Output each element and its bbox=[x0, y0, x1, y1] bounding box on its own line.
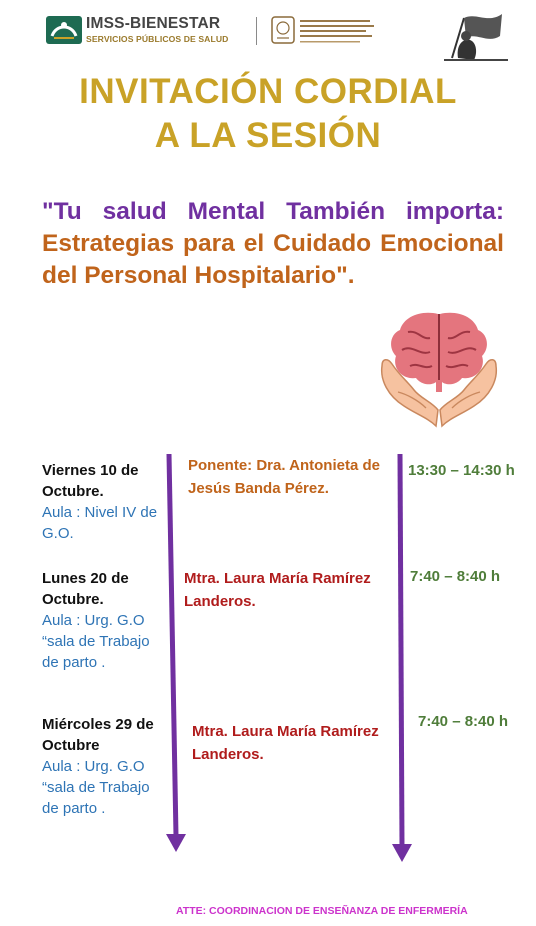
session-1-when-where bbox=[42, 460, 166, 544]
session-1-speaker: Ponente: Dra. Antonieta de Jesús Banda Pérez. bbox=[188, 457, 380, 497]
logo-divider bbox=[256, 17, 257, 45]
footer-signature: ATTE: COORDINACION DE ENSEÑANZA DE ENFERMERÍA bbox=[176, 905, 468, 917]
session-3-when-where bbox=[42, 714, 166, 819]
session-2-speaker: Mtra. Laura María Ramírez Landeros. bbox=[184, 570, 371, 610]
quote-part-2: Estrategias para el Cuidado Emocional del Personal Hospitalario". bbox=[42, 230, 504, 289]
logo-subtitle: SERVICIOS PÚBLICOS DE SALUD bbox=[86, 34, 229, 44]
session-3-time: 7:40 – 8:40 h bbox=[418, 713, 509, 730]
session-3-date: Miércoles 29 de Octubre bbox=[42, 716, 154, 754]
session-topic-quote bbox=[42, 196, 504, 292]
brain-in-hands-icon bbox=[378, 310, 500, 428]
session-2-location: Aula : Urg. G.O “sala de Trabajo de parto . bbox=[42, 612, 150, 671]
imss-bienestar-logo bbox=[46, 14, 242, 48]
session-2-time: 7:40 – 8:40 h bbox=[410, 568, 501, 585]
quote-part-1: "Tu salud Mental También importa: bbox=[42, 198, 504, 225]
session-1-location: Aula : Nivel IV de G.O. bbox=[42, 504, 158, 542]
invitation-title bbox=[0, 70, 536, 158]
session-2-when-where bbox=[42, 568, 166, 673]
title-line-1: INVITACIÓN CORDIAL bbox=[79, 72, 457, 111]
session-1-time: 13:30 – 14:30 h bbox=[408, 462, 515, 479]
title-line-2: A LA SESIÓN bbox=[154, 116, 382, 155]
left-timeline-arrow bbox=[162, 452, 190, 856]
session-3-speaker: Mtra. Laura María Ramírez Landeros. bbox=[192, 723, 379, 763]
right-timeline-arrow bbox=[390, 452, 418, 866]
logo-name: IMSS-BIENESTAR bbox=[86, 15, 221, 32]
imss-logo-icon bbox=[46, 16, 82, 44]
hospital-seal-icon bbox=[270, 14, 378, 48]
session-1-date: Viernes 10 de Octubre. bbox=[42, 462, 139, 500]
flag-figure-icon bbox=[444, 8, 508, 62]
session-2-date: Lunes 20 de Octubre. bbox=[42, 570, 129, 608]
session-3-location: Aula : Urg. G.O “sala de Trabajo de parto . bbox=[42, 758, 150, 817]
